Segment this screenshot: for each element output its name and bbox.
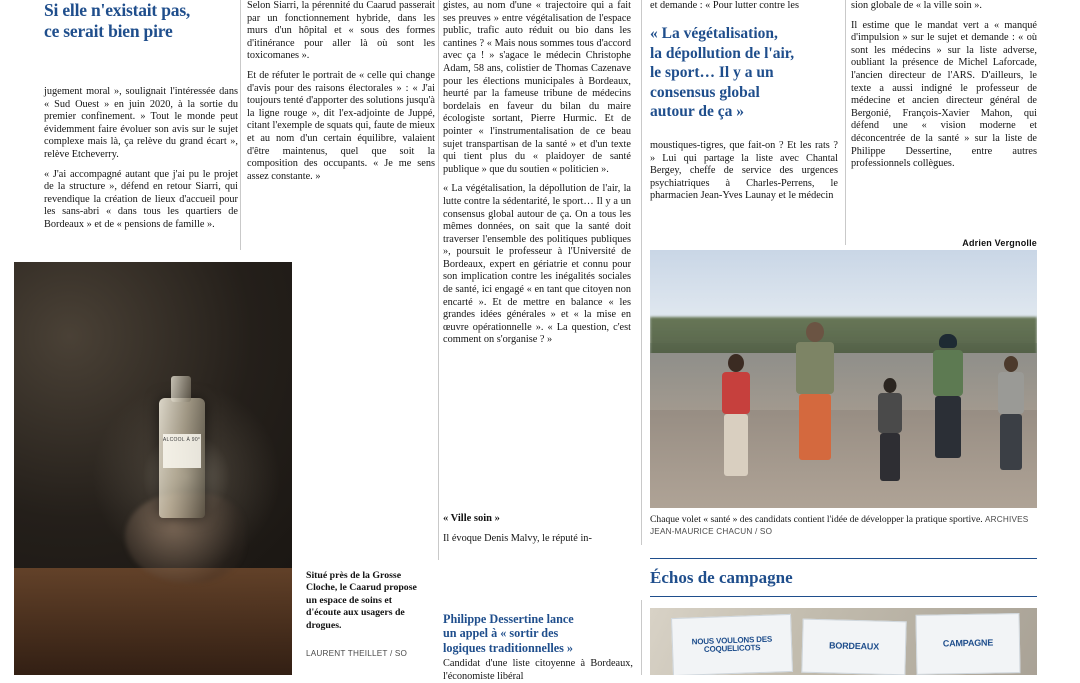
photo-caarud-caption-text: Situé près de la Grosse Cloche, le Caarud propose un espace de soins et d'écoute aux usagers de drogues. bbox=[306, 570, 417, 631]
column-1-text bbox=[44, 86, 238, 232]
column-3-text bbox=[443, 0, 631, 347]
column-5-text bbox=[851, 0, 1037, 171]
photo2-skater-5-head bbox=[1004, 356, 1018, 372]
bottom-kicker-line-3: logiques traditionnelles » bbox=[443, 640, 574, 655]
pull-quote bbox=[650, 24, 826, 122]
section-rule-top bbox=[650, 558, 1037, 559]
photo2-skater-1 bbox=[708, 348, 764, 498]
photo2-skater-2-body bbox=[796, 342, 834, 394]
column-5-byline-wrap bbox=[851, 233, 1037, 251]
photo-rollerbladers-caption bbox=[650, 514, 1037, 539]
bottle-label: ALCOOL À 90° bbox=[163, 434, 201, 468]
photo-rollerbladers bbox=[650, 250, 1037, 508]
c5-para-1: sion globale de « la ville soin ». bbox=[851, 0, 982, 11]
photo3-banner-2: BORDEAUX bbox=[801, 619, 906, 675]
photo2-skater-1-head bbox=[728, 354, 744, 372]
c3-tail: Il évoque Denis Malvy, le réputé in- bbox=[443, 532, 592, 544]
photo2-skater-3-legs bbox=[880, 433, 900, 481]
bottom-article-kicker bbox=[443, 612, 633, 655]
c3-para-1: gistes, au nom d'une « trajectoire qui a fait ses preuves » entre végétalisation de l'espace public, trafic auto réduit ou bio dans les cantines ? « Mais nous sommes tous d'accord avec ça ! » s'agace le médecin Christophe Adam, 58 ans, colistier de Thomas Cazenave pour les élections municipales à Bordeaux, heurté par la fameuse tribune de médecins bordelais en faveur du bilan du maire écologiste sortant, Pierre Hurmic. Et de pointer « l'instrumentalisation de ce beau sujet transpartisan de la santé » et d'un texte qui tient plus du « plaidoyer de santé publique » que du soutien « politicien ». bbox=[443, 0, 631, 175]
photo3-banner-3: CAMPAGNE bbox=[915, 613, 1020, 675]
photo3-banner-1: NOUS VOULONS DES COQUELICOTS bbox=[671, 614, 793, 675]
article-byline: Adrien Vergnolle bbox=[962, 238, 1037, 248]
c3-subhead: « Ville soin » bbox=[443, 513, 500, 524]
column-rule-5 bbox=[641, 600, 642, 675]
column-3-subhead-block bbox=[443, 513, 631, 545]
photo-caarud-credit: LAURENT THEILLET / SO bbox=[306, 649, 408, 658]
photo-caarud-credit-wrap bbox=[306, 648, 436, 660]
photo-banners bbox=[650, 608, 1037, 675]
photo2-skater-3-head bbox=[884, 378, 897, 393]
page-headline bbox=[44, 0, 239, 42]
photo2-skater-3 bbox=[868, 368, 912, 498]
photo2-skater-4 bbox=[922, 332, 974, 498]
photo-caarud bbox=[14, 262, 292, 675]
bottom-kicker-line-1: Philippe Dessertine lance bbox=[443, 612, 574, 626]
photo2-skater-3-body bbox=[878, 393, 902, 433]
column-rule-4 bbox=[845, 0, 846, 245]
column-2-text bbox=[247, 0, 435, 183]
c5-para-2: Il estime que le mandat vert a « manqué d'impulsion » sur le sujet et demande : « où sont les médecins » sur la liste adverse, oubliant la présence de Michel Laforcade, l'ancien directeur de l'ARS. D'ailleurs, le texte a aussi indigné le professeur de médecine et ancien directeur général de Bergonié, François-Xavier Mahon, qui défend une « vision moderne et déconcentrée de la santé » sur la liste de Philippe Dessertine, entre autres professionnels collègues. bbox=[851, 19, 1037, 170]
photo-rollerbladers-credit: ARCHIVES JEAN-MAURICE CHACUN / SO bbox=[650, 515, 1029, 537]
pull-quote-line-4: consensus global bbox=[650, 83, 760, 101]
pull-quote-line-1: « La végétalisation, bbox=[650, 25, 778, 42]
photo2-skater-4-legs bbox=[935, 396, 961, 458]
bottom-article-body-text: Candidat d'une liste citoyenne à Bordeaux, l'économiste libéral bbox=[443, 658, 633, 682]
column-4-text bbox=[650, 140, 838, 203]
c1-para-2: « J'ai accompagné autant que j'ai pu le projet de la structure », défend en retour Siarri, qui revendique la création de lieux d'accueil pour les sans-abri « dans tous les quartiers de Bordeaux » et de « pensions de famille ». bbox=[44, 168, 238, 230]
column-4-top-line bbox=[650, 0, 838, 13]
c4-para-1: moustiques-tigres, que fait-on ? Et les rats ? » Lui qui partage la liste avec Chantal Bergey, cheffe de service des urgences psychiatriques à Charles-Perrens, le pharmacien Jean-Yves Launay et le médecin bbox=[650, 140, 838, 202]
pull-quote-line-3: le sport… Il y a un bbox=[650, 64, 774, 81]
pull-quote-line-2: la dépollution de l'air, bbox=[650, 44, 795, 62]
photo2-skater-5-body bbox=[998, 372, 1024, 414]
photo-caarud-caption bbox=[306, 570, 426, 632]
photo-rollerbladers-caption-text: Chaque volet « santé » des candidats contient l'idée de développer la pratique sportive. bbox=[650, 514, 983, 525]
photo2-skater-2-legs bbox=[799, 394, 831, 460]
photo2-skater-2 bbox=[782, 322, 848, 498]
photo-bottle bbox=[159, 398, 205, 518]
bottom-kicker-line-2: un appel à « sortir des bbox=[443, 626, 559, 641]
photo-table-edge bbox=[14, 568, 292, 675]
c2-para-2: Et de réfuter le portrait de « celle qui change d'avis pour des raisons électorales » : « J'ai toujours tenté d'apporter des solutions jusqu'à la ligne rouge », dit l'ex-adjointe de Juppé, citant l'exemple de squats qui, faute de mieux et au nom d'un certain équilibre, valaient d'être maintenus, quel que soit la composition des occupants. « Je me sens assez constante. » bbox=[247, 69, 435, 182]
pull-quote-line-5: autour de ça » bbox=[650, 103, 745, 120]
section-rule-bottom bbox=[650, 596, 1037, 597]
headline-line-1: Si elle n'existait pas, bbox=[44, 0, 191, 20]
photo2-skater-1-body bbox=[722, 372, 750, 414]
photo2-skater-4-body bbox=[933, 350, 963, 396]
photo2-skater-5 bbox=[988, 348, 1034, 498]
column-rule-3 bbox=[641, 0, 642, 545]
photo2-skater-1-legs bbox=[724, 414, 748, 476]
photo2-skater-5-legs bbox=[1000, 414, 1022, 470]
column-rule-1 bbox=[240, 0, 241, 250]
c1-para-1: jugement moral », soulignait l'intéressée dans « Sud Ouest » en juin 2020, à la sortie du premier confinement. » Tout le monde peut évidemment faire évoluer son avis sur le sujet complexe mais là, ça relève du grand écart », relève Etcheverry. bbox=[44, 86, 238, 160]
column-rule-2 bbox=[438, 0, 439, 560]
photo2-skater-4-head bbox=[939, 334, 957, 348]
c3-para-2: « La végétalisation, la dépollution de l'air, la lutte contre la sédentarité, le sport… Il y a un consensus global autour de ça. On a tous les mêmes données, on sait que la santé doit traverser l'ensemble des politiques publiques », poursuit le professeur à l'Université de Bordeaux, expert en gériatrie et connu pour son implication contre les inégalités sociales de santé, ici engagé « en tant que citoyen non encarté ». Et de mettre en balance « les grandes idées générales » et « la mise en œuvre opérationnelle ». « La question, c'est comment on s'organise ? » bbox=[443, 183, 631, 346]
photo2-skater-2-head bbox=[806, 322, 824, 342]
c2-para-1: Selon Siarri, la pérennité du Caarud passerait par un fonctionnement hybride, dans les murs d'un hôpital et « sous des formes d'itinérance pour aller là où sont les toxicomanes ». bbox=[247, 0, 435, 62]
headline-line-2: ce serait bien pire bbox=[44, 21, 173, 41]
bottom-article-body bbox=[443, 658, 633, 683]
section-title: Échos de campagne bbox=[650, 568, 793, 587]
c4-top: et demande : « Pour lutter contre les bbox=[650, 0, 799, 11]
